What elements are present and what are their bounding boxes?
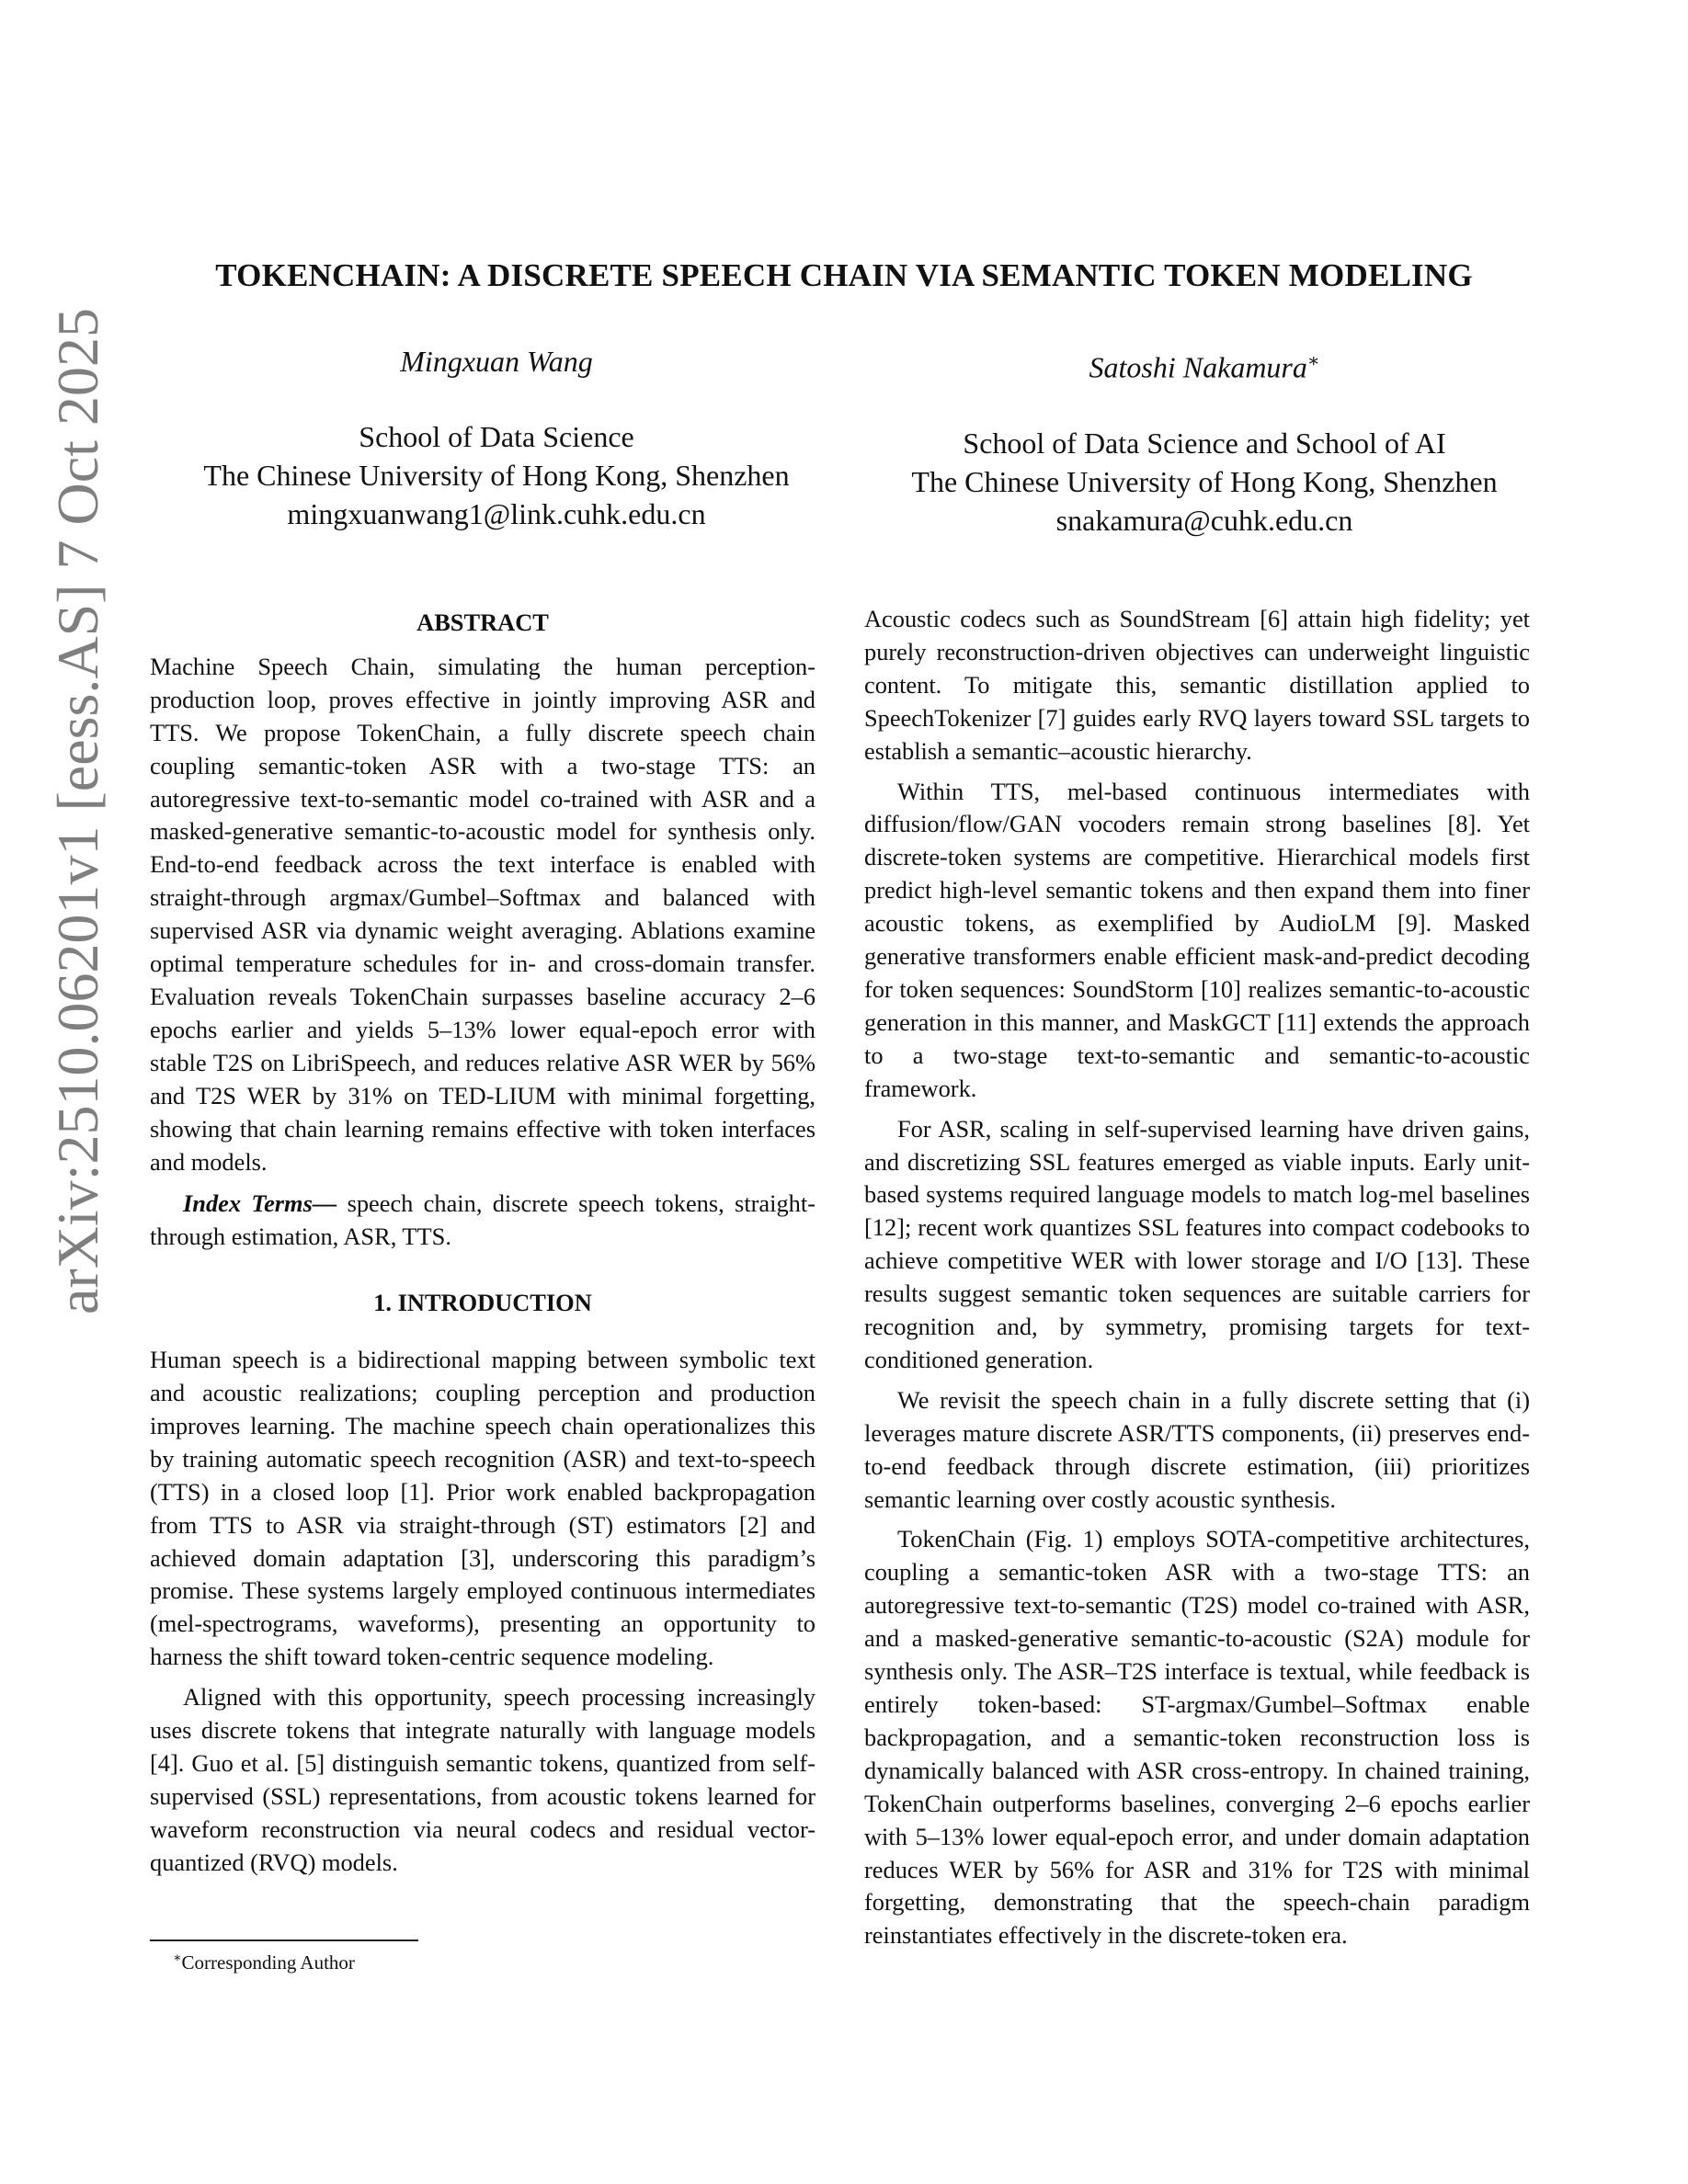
index-terms-text: speech chain, discrete speech tokens, straight-through estimation, ASR, TTS.	[150, 1189, 815, 1251]
abstract-heading: ABSTRACT	[416, 609, 549, 636]
intro-paragraph-2: Aligned with this opportunity, speech processing increasingly uses discrete tokens that integrate naturally with language models [4]. Guo et al. [5] distinguish semantic tokens, quantized from self-supervised (SSL) representations, from acoustic tokens learned for waveform reconstruction via neural codecs and residual vector-quantized (RVQ) models.	[150, 1683, 815, 1876]
author-name	[147, 342, 846, 381]
author-name	[855, 342, 1554, 387]
author-affiliation: School of Data Science	[359, 420, 634, 453]
intro-paragraph-7: TokenChain (Fig. 1) employs SOTA-competitive architectures, coupling a semantic-token ASR with a two-stage TTS: an autoregressive text-to-semantic (T2S) model co-trained with ASR, and a masked-generative semantic-to-acoustic (S2A) module for synthesis only. The ASR–T2S interface is textual, while feedback is entirely token-based: ST-argmax/Gumbel–Softmax enable backpropagation, and a semantic-token reconstruction loss is dynamically balanced with ASR cross-entropy. In chained training, TokenChain outperforms baselines, converging 2–6 epochs earlier with 5–13% lower equal-epoch error, and under domain adaptation reduces WER by 56% for ASR and 31% for T2S with minimal forgetting, demonstrating that the speech-chain paradigm reinstantiates effectively in the discrete-token era.	[864, 1525, 1530, 1950]
author-block-1	[147, 342, 846, 533]
author-institution: The Chinese University of Hong Kong, Shenzhen	[911, 464, 1498, 498]
intro-paragraph-6: We revisit the speech chain in a fully discrete setting that (i) leverages mature discrete ASR/TTS components, (ii) preserves end-to-end feedback through discrete estimation, (iii) prioritizes semantic learning over costly acoustic synthesis.	[864, 1385, 1530, 1513]
intro-paragraph-5: For ASR, scaling in self-supervised learning have driven gains, and discretizing SSL features emerged as viable inputs. Early unit-based systems required language models to match log-mel baselines [12]; recent work quantizes SSL features into compact codebooks to achieve competitive WER with lower storage and I/O [13]. These results suggest semantic token sequences are suitable carriers for recognition and, by symmetry, promising targets for text-conditioned generation.	[864, 1114, 1530, 1373]
footnote-mark: ∗	[173, 1951, 182, 1965]
intro-paragraph-1: Human speech is a bidirectional mapping between symbolic text and acoustic realizations; coupling perception and production improves learning. The machine speech chain operationalizes this by training automatic speech recognition (ASR) and text-to-speech (TTS) in a closed loop [1]. Prior work enabled backpropagation from TTS to ASR via straight-through (ST) estimators [2] and achieved domain adaptation [3], underscoring this paradigm’s promise. These systems largely employed continuous intermediates (mel-spectrograms, waveforms), presenting an opportunity to harness the shift toward token-centric sequence modeling.	[150, 1346, 815, 1671]
paper-title: TOKENCHAIN: A DISCRETE SPEECH CHAIN VIA SEMANTIC TOKEN MODELING	[215, 257, 1473, 293]
author-affiliation: School of Data Science and School of AI	[963, 426, 1446, 460]
author-email: mingxuanwang1@link.cuhk.edu.cn	[287, 497, 706, 530]
intro-paragraph-4: Within TTS, mel-based continuous intermediates with diffusion/flow/GAN vocoders remain strong baselines [8]. Yet discrete-token systems are competitive. Hierarchical models first predict high-level semantic tokens and then expand them into finer acoustic tokens, as exemplified by AudioLM [9]. Masked generative transformers enable efficient mask-and-predict decoding for token sequences: SoundStorm [10] realizes semantic-to-acoustic generation in this manner, and MaskGCT [11] extends the approach to a two-stage text-to-semantic and semantic-to-acoustic framework.	[864, 777, 1530, 1102]
author-name-text: Mingxuan Wang	[400, 345, 593, 378]
index-terms	[150, 1188, 815, 1254]
right-column	[864, 603, 1530, 1960]
arxiv-identifier-stamp: arXiv:2510.06201v1 [eess.AS] 7 Oct 2025	[45, 308, 110, 1314]
author-institution: The Chinese University of Hong Kong, Shenzhen	[203, 459, 790, 492]
footnote-divider	[150, 1939, 418, 1941]
footnote	[173, 1951, 355, 1974]
left-column	[150, 607, 815, 1887]
author-name-text: Satoshi Nakamura	[1089, 350, 1307, 384]
abstract-text: Machine Speech Chain, simulating the human perception-production loop, proves effective in jointly improving ASR and TTS. We propose TokenChain, a fully discrete speech chain coupling semantic-token ASR with a two-stage TTS: an autoregressive text-to-semantic model co-trained with ASR and a masked-generative semantic-to-acoustic model for synthesis only. End-to-end feedback across the text interface is enabled with straight-through argmax/Gumbel–Softmax and balanced with supervised ASR via dynamic weight averaging. Ablations examine optimal temperature schedules for in- and cross-domain transfer. Evaluation reveals TokenChain surpasses baseline accuracy 2–6 epochs earlier and yields 5–13% lower equal-epoch error with stable T2S on LibriSpeech, and reduces relative ASR WER by 56% and T2S WER by 31% on TED-LIUM with minimal forgetting, showing that chain learning remains effective with token interfaces and models.	[150, 652, 815, 1176]
introduction-heading: 1. INTRODUCTION	[373, 1289, 592, 1317]
intro-paragraph-3: Acoustic codecs such as SoundStream [6] attain high fidelity; yet purely reconstruction-driven objectives can underweight linguistic content. To mitigate this, semantic distillation applied to SpeechTokenizer [7] guides early RVQ layers toward SSL targets to establish a semantic–acoustic hierarchy.	[864, 605, 1530, 765]
index-terms-label: Index Terms—	[183, 1189, 337, 1218]
footnote-text: Corresponding Author	[181, 1951, 355, 1974]
corresponding-author-mark: ∗	[1306, 351, 1320, 371]
author-block-2	[855, 342, 1554, 540]
author-email: snakamura@cuhk.edu.cn	[1055, 503, 1353, 537]
